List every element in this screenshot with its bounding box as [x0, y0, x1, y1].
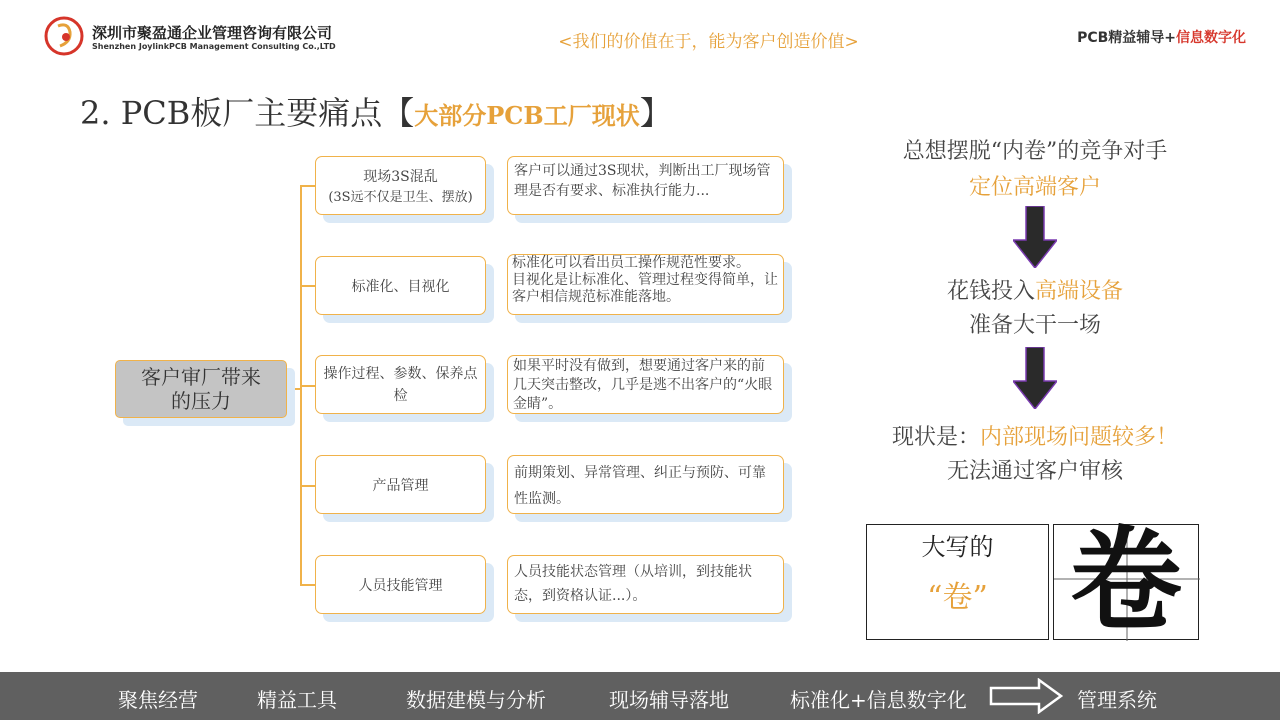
title-bracket-close: 】: [639, 94, 672, 132]
branch-desc-process: 如果平时没有做到，想要通过客户来的前几天突击整改，几乎是逃不出客户的“火眼金睛”。: [507, 355, 784, 414]
flow-highlight: 内部现场问题较多！: [980, 425, 1179, 450]
footer-item-onsite-coaching: 现场辅导落地: [609, 688, 729, 712]
branch-label: 标准化、目视化: [351, 278, 450, 295]
juan-label: 大写的: [921, 533, 994, 561]
branch-connector: [300, 584, 315, 586]
flow-line-fail-audit: 无法通过客户审核: [946, 459, 1123, 484]
flow-highlight: 高端设备: [1035, 279, 1124, 304]
branch-label: 产品管理: [372, 477, 429, 494]
flow-line-target-high-end: [860, 170, 1210, 201]
footer-item-lean-tools: 精益工具: [257, 688, 337, 712]
branch-label: 操作过程、参数、保养点检: [323, 365, 478, 404]
branch-connector: [300, 285, 315, 287]
flow-line-prepare: 准备大干一场: [968, 313, 1101, 338]
footer-item-data-modeling: 数据建模与分析: [406, 688, 546, 712]
branch-connector: [300, 485, 315, 487]
header-brand: [1077, 27, 1246, 47]
flow-text: 花钱投入: [946, 279, 1035, 304]
branch-desc-3s: 客户可以通过3S现状，判断出工厂现场管理是否有要求、标准执行能力...: [507, 156, 784, 215]
tree-root-node: 客户审厂带来的压力: [115, 360, 287, 418]
flow-line-invest-equipment: [860, 274, 1210, 305]
branch-node-skills: [315, 555, 486, 614]
branch-node-standardization: [315, 256, 486, 315]
branch-sublabel: (3S远不仅是卫生、摆放): [328, 190, 473, 205]
root-connector: [287, 388, 301, 390]
company-name-en: Shenzhen JoylinkPCB Management Consulting Co.,LTD: [92, 42, 336, 51]
branch-desc-standardization: 标准化可以看出员工操作规范性要求。 目视化是让标准化、管理过程变得简单，让客户相信规范标准能落地。: [507, 254, 784, 315]
arrow-right-icon: [989, 678, 1063, 714]
arrow-down-icon: [1013, 347, 1057, 409]
flow-highlight: 定位高端客户: [968, 175, 1101, 200]
flow-line-status: [860, 420, 1210, 451]
branch-node-3s: [315, 156, 486, 215]
title-main: 2. PCB板厂主要痛点: [80, 94, 383, 132]
slide-title: [80, 88, 672, 134]
flow-text: 现状是：: [891, 425, 980, 450]
brand-text-b: 信息数字化: [1176, 30, 1246, 46]
footer-item-focus-operations: 聚焦经营: [118, 688, 198, 712]
branch-node-product: [315, 455, 486, 514]
branch-node-process: [315, 355, 486, 414]
branch-connector: [300, 385, 315, 387]
flow-line-competitors: 总想摆脱“内卷”的竞争对手: [902, 139, 1168, 164]
branch-desc-product: 前期策划、异常管理、纠正与预防、可靠性监测。: [507, 455, 784, 514]
juan-character: 卷: [1070, 515, 1182, 646]
company-name-cn: 深圳市聚盈通企业管理咨询有限公司: [92, 24, 333, 42]
branch-desc-skills: 人员技能状态管理（从培训，到技能状态，到资格认证...）。: [507, 555, 784, 614]
juan-quote: “卷”: [927, 580, 988, 615]
branch-connector: [300, 185, 315, 187]
footer-item-management-system: 管理系统: [1077, 688, 1157, 712]
footer-item-standardization: 标准化+信息数字化: [790, 688, 967, 712]
title-highlight: 大部分PCB工厂现状: [414, 101, 640, 130]
brand-text-a: PCB精益辅导+: [1077, 30, 1176, 46]
juan-label-box: [866, 524, 1049, 640]
branch-label: 现场3S混乱: [363, 169, 438, 185]
header-slogan: <我们的价值在于，能为客户创造价值>: [558, 32, 859, 52]
branch-label: 人员技能管理: [358, 577, 443, 594]
juan-character-box: [1053, 515, 1199, 646]
title-bracket-open: 【: [382, 94, 415, 132]
arrow-down-icon: [1013, 206, 1057, 268]
